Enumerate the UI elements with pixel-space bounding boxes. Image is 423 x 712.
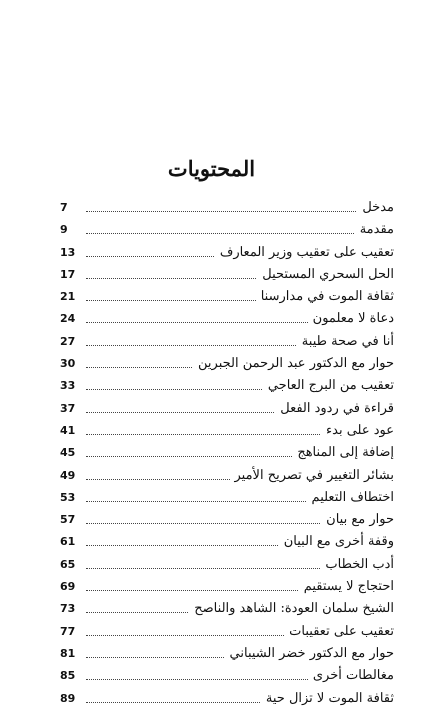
toc-page-number: 73 [60, 602, 76, 616]
toc-page-number: 77 [60, 624, 76, 638]
toc-entry [60, 355, 394, 377]
toc-entry [60, 221, 394, 243]
toc-entry [60, 467, 394, 489]
toc-page-number: 24 [60, 312, 76, 326]
toc-entry-title: إضافة إلى المناهج [292, 444, 394, 462]
toc-entry [60, 645, 394, 667]
toc-entry [60, 578, 394, 600]
toc-entry [60, 400, 394, 422]
toc-page-number: 30 [60, 357, 76, 371]
toc-entry [60, 556, 394, 578]
toc-entry-title: تعقيب على تعقيبات [284, 623, 394, 641]
toc-page-number: 85 [60, 669, 76, 683]
toc-page-number: 81 [60, 646, 76, 660]
toc-page-number: 7 [60, 201, 68, 214]
toc-page-number: 69 [60, 580, 76, 594]
toc-entry [60, 623, 394, 645]
toc-entry [60, 199, 394, 221]
toc-page-number: 53 [60, 490, 76, 504]
toc-entry-title: ثقافة الموت لا تزال حية [261, 690, 394, 708]
toc-entry [60, 310, 394, 332]
toc-entry-title: تعقيب على تعقيب وزير المعارف [215, 244, 394, 262]
toc-entry [60, 333, 394, 355]
toc-entry-title: عود على بدء [321, 422, 394, 440]
toc-entry-title: ثقافة الموت في مدارسنا [256, 288, 394, 306]
toc-page-number: 65 [60, 557, 76, 571]
toc-page-number: 37 [60, 401, 76, 415]
toc-entry [60, 533, 394, 555]
toc-entry-title: تعقيب من البرج العاجي [263, 377, 394, 395]
toc-page-number: 89 [60, 691, 76, 705]
toc-entry [60, 422, 394, 444]
toc-entry [60, 266, 394, 288]
toc-entry-title: أنا في صحة طيبة [297, 333, 394, 351]
toc-entry [60, 244, 394, 266]
toc-page-number: 41 [60, 423, 76, 437]
toc-entry [60, 667, 394, 689]
toc-entry [60, 690, 394, 712]
toc-page-number: 61 [60, 535, 76, 549]
toc-entry [60, 489, 394, 511]
toc-page-number: 49 [60, 468, 76, 482]
toc-entry-title: مقدمة [355, 221, 394, 239]
toc-page-number: 45 [60, 446, 76, 460]
toc-page-number: 13 [60, 245, 76, 259]
toc-entry-title: أدب الخطاب [320, 556, 394, 574]
toc-entry-title: احتجاج لا يستقيم [299, 578, 394, 596]
toc-entry-title: مغالطات أخرى [308, 667, 394, 685]
dot-leader [86, 233, 388, 234]
toc-entry-title: حوار مع الدكتور خضر الشيباني [225, 645, 394, 663]
toc-page-number: 57 [60, 513, 76, 527]
toc-entry [60, 444, 394, 466]
toc-entry-title: اختطاف التعليم [307, 489, 394, 507]
toc-entry [60, 600, 394, 622]
toc-entry-title: بشائر التغيير في تصريح الأمير [230, 467, 395, 485]
toc-page-number: 21 [60, 290, 76, 304]
toc-entry-title: حوار مع الدكتور عبد الرحمن الجبرين [193, 355, 394, 373]
toc-page-number: 27 [60, 334, 76, 348]
toc-entry-title: حوار مع بيان [321, 511, 394, 529]
toc-entry [60, 511, 394, 533]
dot-leader [86, 211, 388, 212]
toc-entry-title: دعاة لا معلمون [308, 310, 394, 328]
toc-page-number: 33 [60, 379, 76, 393]
toc-entry-title: الحل السحري المستحيل [257, 266, 394, 284]
toc-page-number: 17 [60, 267, 76, 281]
toc-entry-title: وقفة أخرى مع البيان [279, 533, 394, 551]
page-title: المحتويات [167, 156, 256, 181]
table-of-contents [60, 199, 394, 712]
toc-entry-title: قراءة في ردود الفعل [275, 400, 394, 418]
toc-entry [60, 288, 394, 310]
toc-entry-title: مدخل [357, 199, 394, 217]
toc-page-number: 9 [60, 223, 68, 237]
toc-entry [60, 377, 394, 399]
toc-entry-title: الشيخ سلمان العودة: الشاهد والناصح [189, 600, 394, 618]
